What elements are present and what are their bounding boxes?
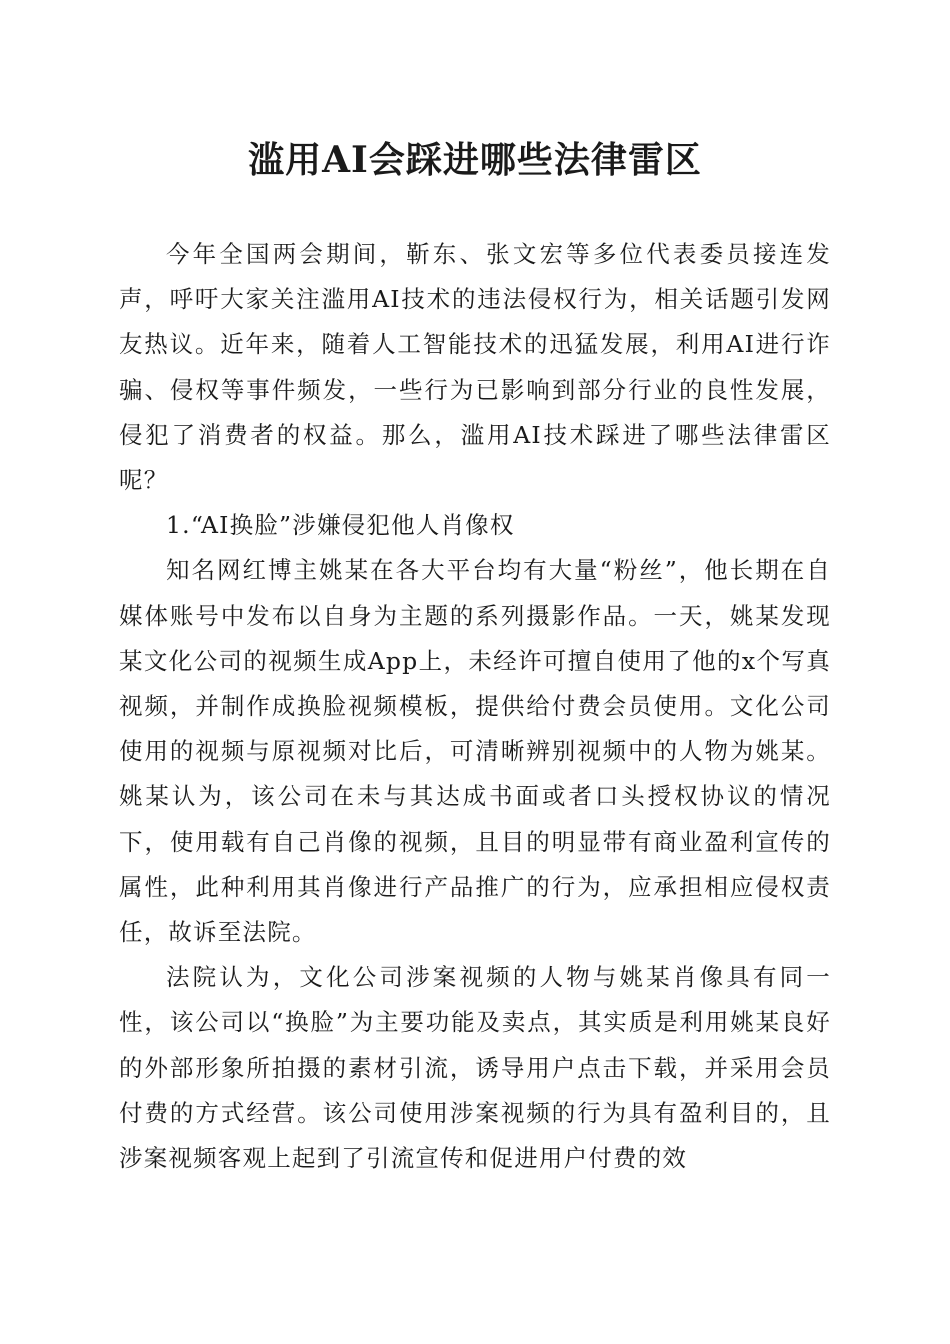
section-heading-ai-face-swap: 1.“AI换脸”涉嫌侵犯他人肖像权 xyxy=(166,511,515,540)
document-title: 滥用AI会踩进哪些法律雷区 xyxy=(248,139,702,181)
paragraph-intro: 今年全国两会期间，靳东、张文宏等多位代表委员接连发声，呼吁大家关注滥用AI技术的违法侵权行为，相关话题引发网友热议。近年来，随着人工智能技术的迅猛发展，利用AI进行诈骗、侵权等事件频发，一些行为已影响到部分行业的良性发展，侵犯了消费者的权益。那么，滥用AI技术踩进了哪些法律雷区呢？ xyxy=(119,240,831,495)
paragraph-court-opinion: 法院认为，文化公司涉案视频的人物与姚某肖像具有同一性，该公司以“换脸”为主要功能及卖点，其实质是利用姚某良好的外部形象所拍摄的素材引流，诱导用户点击下载，并采用会员付费的方式经营。该公司使用涉案视频的行为具有盈利目的，且涉案视频客观上起到了引流宣传和促进用户付费的效 xyxy=(119,963,831,1173)
paragraph-case-facts: 知名网红博主姚某在各大平台均有大量“粉丝”，他长期在自媒体账号中发布以自身为主题的系列摄影作品。一天，姚某发现某文化公司的视频生成App上，未经许可擅自使用了他的x个写真视频，并制作成换脸视频模板，提供给付费会员使用。文化公司使用的视频与原视频对比后，可清晰辨别视频中的人物为姚某。姚某认为，该公司在未与其达成书面或者口头授权协议的情况下，使用载有自己肖像的视频，且目的明显带有商业盈利宣传的属性，此种利用其肖像进行产品推广的行为，应承担相应侵权责任，故诉至法院。 xyxy=(119,556,831,947)
document-body xyxy=(119,232,831,1181)
